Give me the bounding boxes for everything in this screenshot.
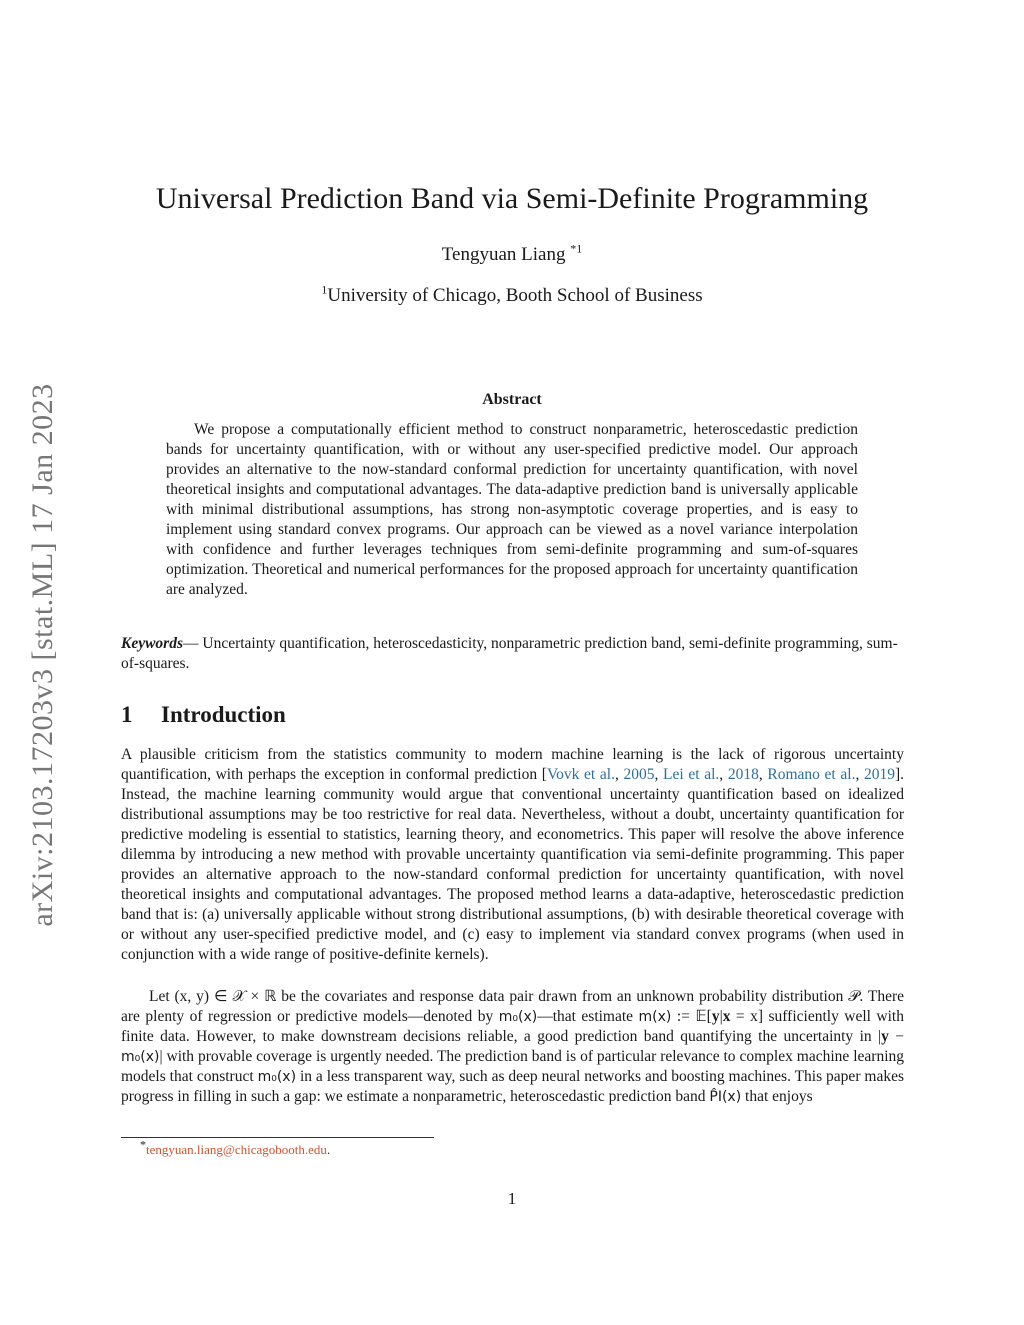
section-title: Introduction: [161, 702, 286, 727]
section-number: 1: [121, 702, 133, 727]
math-bold-y: y: [881, 1028, 889, 1045]
intro-text: |: [719, 1008, 723, 1025]
footnote-end: .: [326, 1142, 331, 1157]
math-mx: m(x): [638, 1009, 672, 1025]
citation-link[interactable]: Vovk et al.: [546, 766, 615, 783]
math-pihat: P̂I(x): [709, 1089, 742, 1105]
keywords-paragraph: [121, 634, 911, 674]
paper-title: Universal Prediction Band via Semi-Definite Programming: [155, 182, 869, 215]
intro-paragraph-1: A plausible criticism from the statistics community to modern machine learning is the lack of rigorous uncertainty quantification, with perhaps the exception in conformal prediction [Vovk et al., 2005, Lei et al., 2018, Romano et al., 2019]. Instead, the machine learning community would argue that conventional uncertainty quantification based on idealized distributional assumptions may be too restrictive for real data. Nevertheless, without a doubt, uncertainty quantification for predictive modeling is essential to statistics, learning theory, and econometrics. This paper will resolve the above inference dilemma by introducing a new method with provable uncertainty quantification via semi-definite programming. This paper provides an alternative approach to the now-standard conformal prediction for uncertainty quantification, with novel theoretical insights and computational advantages. The proposed method learns a data-adaptive, heteroscedastic prediction band that is: (a) universally applicable without strong distributional assumptions, (b) with desirable theoretical coverage with or without any user-specified predictive model, and (c) easy to implement via standard convex programs (when used in conjunction with a wide range of positive-definite kernels).: [121, 746, 905, 963]
footnote: [140, 1137, 331, 1158]
citation-year-link[interactable]: 2019: [864, 766, 895, 783]
intro-text: A plausible criticism from the statistics community to modern machine learning is the lack of rigorous uncertainty quantification, with perhaps the exception in conformal prediction [: [121, 746, 904, 783]
intro-text: := 𝔼[: [671, 1008, 712, 1025]
citation-link[interactable]: Romano et al.: [767, 766, 856, 783]
intro-paragraph-2: [121, 987, 904, 1107]
footnote-rule: [121, 1137, 434, 1138]
citation-link[interactable]: Lei et al.: [663, 766, 720, 783]
keywords-label: Keywords: [121, 635, 183, 652]
intro-text: −: [888, 1028, 904, 1045]
math-bold-x: x: [722, 1008, 731, 1025]
page-number: 1: [507, 1189, 517, 1208]
author-marks: *1: [570, 241, 583, 256]
intro-text: ]. Instead, the machine learning community would argue that conventional uncertainty quantification based on idealized distributional assumptions may be too restrictive for real data. Nevertheless, without a doubt, uncertainty quantification for predictive modeling is essential to statistics, learning theory, and econometrics. This paper will resolve the above inference dilemma by introducing a new method with provable uncertainty quantification via semi-definite programming. This paper provides an alternative approach to the now-standard conformal prediction for uncertainty quantification, with novel theoretical insights and computational advantages. The proposed method learns a data-adaptive, heteroscedastic prediction band that is: (a) universally applicable without strong distributional assumptions, (b) with desirable theoretical coverage with or without any user-specified predictive model, and (c) easy to implement via standard convex programs (when used in conjunction with a wide range of positive-definite kernels).: [121, 766, 905, 963]
intro-text: that enjoys: [741, 1088, 813, 1105]
keywords-text: — Uncertainty quantification, heteroscedasticity, nonparametric prediction band, semi-definite programming, sum-of-squares.: [121, 635, 898, 672]
author-email-link[interactable]: tengyuan.liang@chicagobooth.edu: [146, 1142, 327, 1157]
math-m0x: m₀(x): [257, 1069, 297, 1085]
intro-text: | with provable coverage is urgently needed. The prediction band is of particular relevance to complex machine learning models that construct: [121, 1048, 904, 1085]
citation-year-link[interactable]: 2005: [623, 766, 655, 783]
citation-year-link[interactable]: 2018: [727, 766, 759, 783]
affiliation-line: [0, 282, 1024, 307]
author-line: [0, 241, 1024, 266]
author-name: Tengyuan Liang: [441, 244, 571, 265]
arxiv-identifier-stamp: arXiv:2103.17203v3 [stat.ML] 17 Jan 2023: [26, 383, 59, 927]
section-heading: [121, 702, 286, 728]
intro-text: Let (x, y) ∈ 𝒳 × ℝ be the covariates and response data pair drawn from an unknown probability distribution 𝒫. There are plenty of regression or predictive models—denoted by: [121, 988, 904, 1025]
affiliation-mark: 1: [321, 282, 328, 297]
intro-text: = x] sufficiently well with finite data. However, to make downstream decisions reliable, a good prediction band quantifying the uncertainty in |: [121, 1008, 904, 1045]
abstract-text: We propose a computationally efficient method to construct nonparametric, heteroscedastic prediction bands for uncertainty quantification, with or without any user-specified predictive model. Our approach provides an alternative to the now-standard conformal prediction for uncertainty quantification, with novel theoretical insights and computational advantages. The data-adaptive prediction band is universally applicable with minimal distributional assumptions, has strong non-asymptotic coverage properties, and is easy to implement using standard convex programs. Our approach can be viewed as a novel variance interpolation with confidence and further leverages techniques from semi-definite programming and sum-of-squares optimization. Theoretical and numerical performances for the proposed approach for uncertainty quantification are analyzed.: [166, 421, 858, 598]
intro-text: —that estimate: [537, 1008, 639, 1025]
affiliation-text: University of Chicago, Booth School of Business: [327, 285, 703, 306]
footnote-mark: *: [140, 1137, 146, 1152]
abstract-heading: Abstract: [482, 391, 542, 408]
math-bold-y: y: [711, 1008, 720, 1025]
math-m0x: m₀(x): [498, 1009, 538, 1025]
math-m0x: m₀(x): [121, 1049, 160, 1065]
intro-text: in a less transparent way, such as deep neural networks and boosting machines. This paper makes progress in filling in such a gap: we estimate a nonparametric, heteroscedastic prediction band: [121, 1068, 904, 1105]
